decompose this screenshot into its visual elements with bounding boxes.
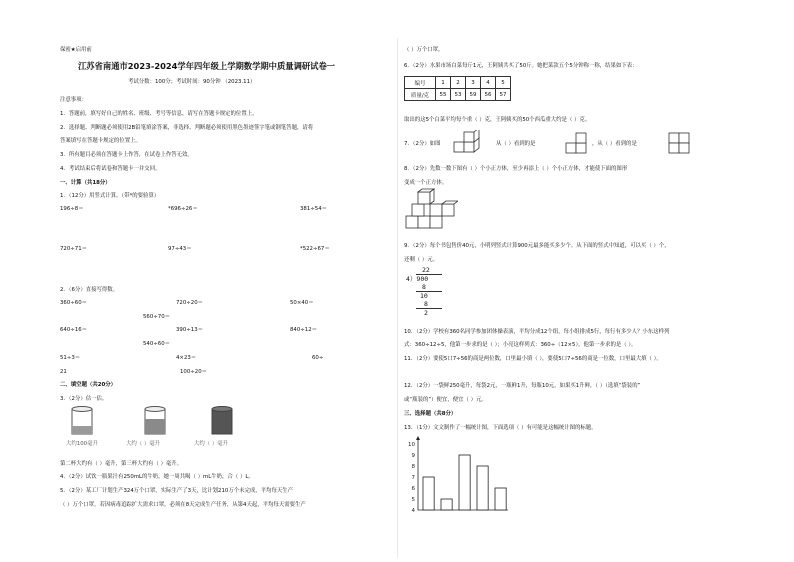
beaker-image-2 bbox=[143, 406, 169, 436]
calc-item: 196÷8＝ bbox=[60, 206, 84, 212]
long-division bbox=[406, 266, 442, 317]
oral-item: 560÷70＝ bbox=[143, 314, 171, 320]
notes-title: 注意事项： bbox=[60, 97, 87, 103]
question-text: 6．（2分）水果市场白菜每斤1元，王阿姨共买了50斤。她把菜款五个5分钟称一称，结果如下表： bbox=[404, 63, 638, 69]
view-shape-2 bbox=[668, 132, 692, 154]
question-text: （ ）万个口罩。若因病毒追踪扩大需求口罩，必须在8天完成生产任务，从第4天起，平均每天需要生产 bbox=[60, 502, 306, 508]
question-text: 第二杯大约有（ ）毫升，第三杯大约有（ ）毫升。 bbox=[60, 461, 183, 467]
question-text: 8．（2分）先数一数下图有（ ）个小正方体，至少再添上（ ）个小正方体，才能使下面的图形 bbox=[404, 166, 628, 172]
oral-item: 540÷60＝ bbox=[143, 341, 171, 347]
view-shape-1 bbox=[565, 132, 589, 154]
cube-stack-figure bbox=[450, 130, 490, 156]
question-text: 式：360÷12÷5，他第一步求的是（ ）；小亮这样列式：360÷（12×5），他第一步求的是（ ）。 bbox=[404, 342, 637, 348]
oral-item: 640÷16＝ bbox=[60, 327, 88, 333]
oral-item: 360÷60＝ bbox=[60, 300, 88, 306]
question-text: 12．（2分）一袋鲜250毫升，每袋2元，一瓶鲜1升，每瓶10元。如果买1升鲜，（ ）（选填“袋装的” bbox=[404, 383, 641, 389]
table-cell: 53 bbox=[451, 89, 466, 101]
question-text: （ ）万个口罩。 bbox=[404, 47, 444, 53]
note-line: 1．答题前，填写好自己的姓名、班级、考号等信息，请写在答题卡规定的位置上。 bbox=[60, 111, 258, 117]
beaker-label: 大约100毫升 bbox=[66, 441, 98, 447]
table-header-cell: 1 bbox=[436, 77, 451, 89]
question-text: 11．（2分）要使5口7÷56的商是两位数，口里最小填（ ），要使5口7÷56的商是一位数，口里最大填（ ）。 bbox=[404, 356, 662, 362]
beaker-image-3 bbox=[210, 406, 236, 436]
page-title: 江苏省南通市2023-2024学年四年级上学期数学期中质量调研试卷一 bbox=[78, 61, 336, 71]
section-title: 三、选择题（共8分） bbox=[404, 411, 457, 417]
question-text: 2．（6分）直接写得数。 bbox=[60, 287, 119, 293]
question-text: 4．（2分）试饮一瓶果汁有250mL的牛奶，她一周共喝（ ）mL牛奶，合（ ）L。 bbox=[60, 474, 254, 480]
exam-meta: 考试分数：100分；考试时间：90分钟 （2023.11） bbox=[128, 79, 256, 85]
question-text: 7．（2分）如图 bbox=[404, 141, 441, 147]
oral-item: 840÷12＝ bbox=[290, 327, 318, 333]
division-dividend: 4）900 bbox=[406, 275, 429, 283]
note-line: 答案填写在答题卡规定的位置上。 bbox=[60, 138, 141, 144]
bar bbox=[441, 499, 452, 510]
division-step: 10 bbox=[420, 292, 428, 300]
small-cubes-figure bbox=[404, 188, 458, 230]
table-header-cell: 3 bbox=[466, 77, 481, 89]
oral-item: 51÷3＝ bbox=[60, 355, 81, 361]
question-text: 13．（1分）文文制作了一幅统计图，下面选项（ ）有可能是这幅统计图的标题。 bbox=[404, 425, 597, 431]
table-cell: 57 bbox=[496, 89, 511, 101]
y-tick-label: 8 bbox=[411, 464, 415, 470]
y-axis-arrow bbox=[416, 436, 420, 440]
bar bbox=[423, 477, 434, 510]
oral-item: 720÷20＝ bbox=[176, 300, 204, 306]
table-cell: 56 bbox=[481, 89, 496, 101]
y-tick-label: 10 bbox=[408, 442, 415, 448]
note-line: 2．选择题、判断题必须使用2B铅笔填涂答案，非选择、判断题必须使用黑色墨迹签字笔或钢笔答题，请将 bbox=[60, 125, 314, 131]
question-text: 变成一个正方体。 bbox=[404, 180, 448, 186]
question-text: 1．（12分）用竖式计算。（带*的要验算） bbox=[60, 193, 160, 199]
oral-item: 50×40＝ bbox=[290, 300, 314, 306]
calc-item: *696÷26＝ bbox=[168, 206, 198, 212]
table-header-cell: 2 bbox=[451, 77, 466, 89]
y-tick-label: 5 bbox=[411, 497, 415, 503]
calc-item: 97÷43＝ bbox=[168, 246, 192, 252]
y-tick-label: 6 bbox=[411, 486, 415, 492]
calc-item: *522÷67＝ bbox=[300, 246, 330, 252]
question-text: 从（ ）看到的是 bbox=[496, 141, 536, 147]
weight-table bbox=[404, 76, 511, 101]
question-text: 取出的这5个白菜平均每个重（ ）克，王阿姨买的50个西瓜重大约是（ ）克。 bbox=[404, 117, 591, 123]
oral-item: 60÷ bbox=[312, 355, 324, 361]
beaker-label: 大约（ ）毫升 bbox=[126, 441, 161, 447]
oral-item: 390÷13＝ bbox=[176, 327, 204, 333]
note-line: 3．所有题目必须在答题卡上作答，在试卷上作答无效。 bbox=[60, 152, 193, 158]
oral-item: 21 bbox=[60, 369, 67, 375]
bar bbox=[459, 455, 470, 510]
question-text: ，从（ ）看到的是 bbox=[592, 141, 637, 147]
beaker-label: 大约（ ）毫升 bbox=[194, 441, 229, 447]
y-tick-label: 9 bbox=[411, 453, 415, 459]
y-tick-label: 7 bbox=[411, 475, 415, 481]
table-cell: 质量/克 bbox=[405, 89, 436, 101]
note-line: 4．考试结束后将试卷和答题卡一并交回。 bbox=[60, 166, 161, 172]
oral-item: 4×23＝ bbox=[176, 355, 197, 361]
question-text: 5．（2分）某工厂计划生产324万个口罩，实际生产了3天，比计划210万个未完成，平均每天生产 bbox=[60, 488, 294, 494]
section-title: 一、计算（共18分） bbox=[60, 180, 111, 186]
bar-chart bbox=[404, 436, 514, 518]
table-cell: 55 bbox=[436, 89, 451, 101]
division-quotient: 22 bbox=[422, 266, 430, 274]
question-text: 或“瓶装的”）便宜，便宜（ ）元。 bbox=[404, 397, 487, 403]
question-text: 还剩（ ）元。 bbox=[404, 257, 439, 263]
beaker-image-1 bbox=[70, 406, 96, 436]
bar bbox=[495, 488, 506, 510]
oral-item: 100÷20＝ bbox=[180, 369, 208, 375]
question-text: 9．（2分）每个书包售价40元，小明列竖式计算900元最多能买多少个。从下面的竖式中知道，可以买（ ）个， bbox=[404, 243, 670, 249]
table-cell: 59 bbox=[466, 89, 481, 101]
question-text: 10．（2分）学校有360名同学参加团体操表演，平均分成12个组，每小组排成5行，每行有多少人？小东这样列 bbox=[404, 329, 670, 335]
secret-label: 保密★启用前 bbox=[60, 47, 92, 53]
table-header-cell: 编号 bbox=[405, 77, 436, 89]
column-divider bbox=[397, 38, 398, 558]
division-step: 8 bbox=[424, 300, 428, 308]
table-header-cell: 4 bbox=[481, 77, 496, 89]
division-step: 8 bbox=[422, 283, 426, 291]
calc-item: 381÷54＝ bbox=[300, 206, 328, 212]
section-title: 二、填空题（共20分） bbox=[60, 382, 117, 388]
y-tick-label: 4 bbox=[411, 508, 415, 514]
question-text: 3．（2分）估一估。 bbox=[60, 396, 108, 402]
bar bbox=[477, 466, 488, 510]
table-header-cell: 5 bbox=[496, 77, 511, 89]
division-remainder: 2 bbox=[424, 309, 428, 317]
calc-item: 720÷71＝ bbox=[60, 246, 88, 252]
